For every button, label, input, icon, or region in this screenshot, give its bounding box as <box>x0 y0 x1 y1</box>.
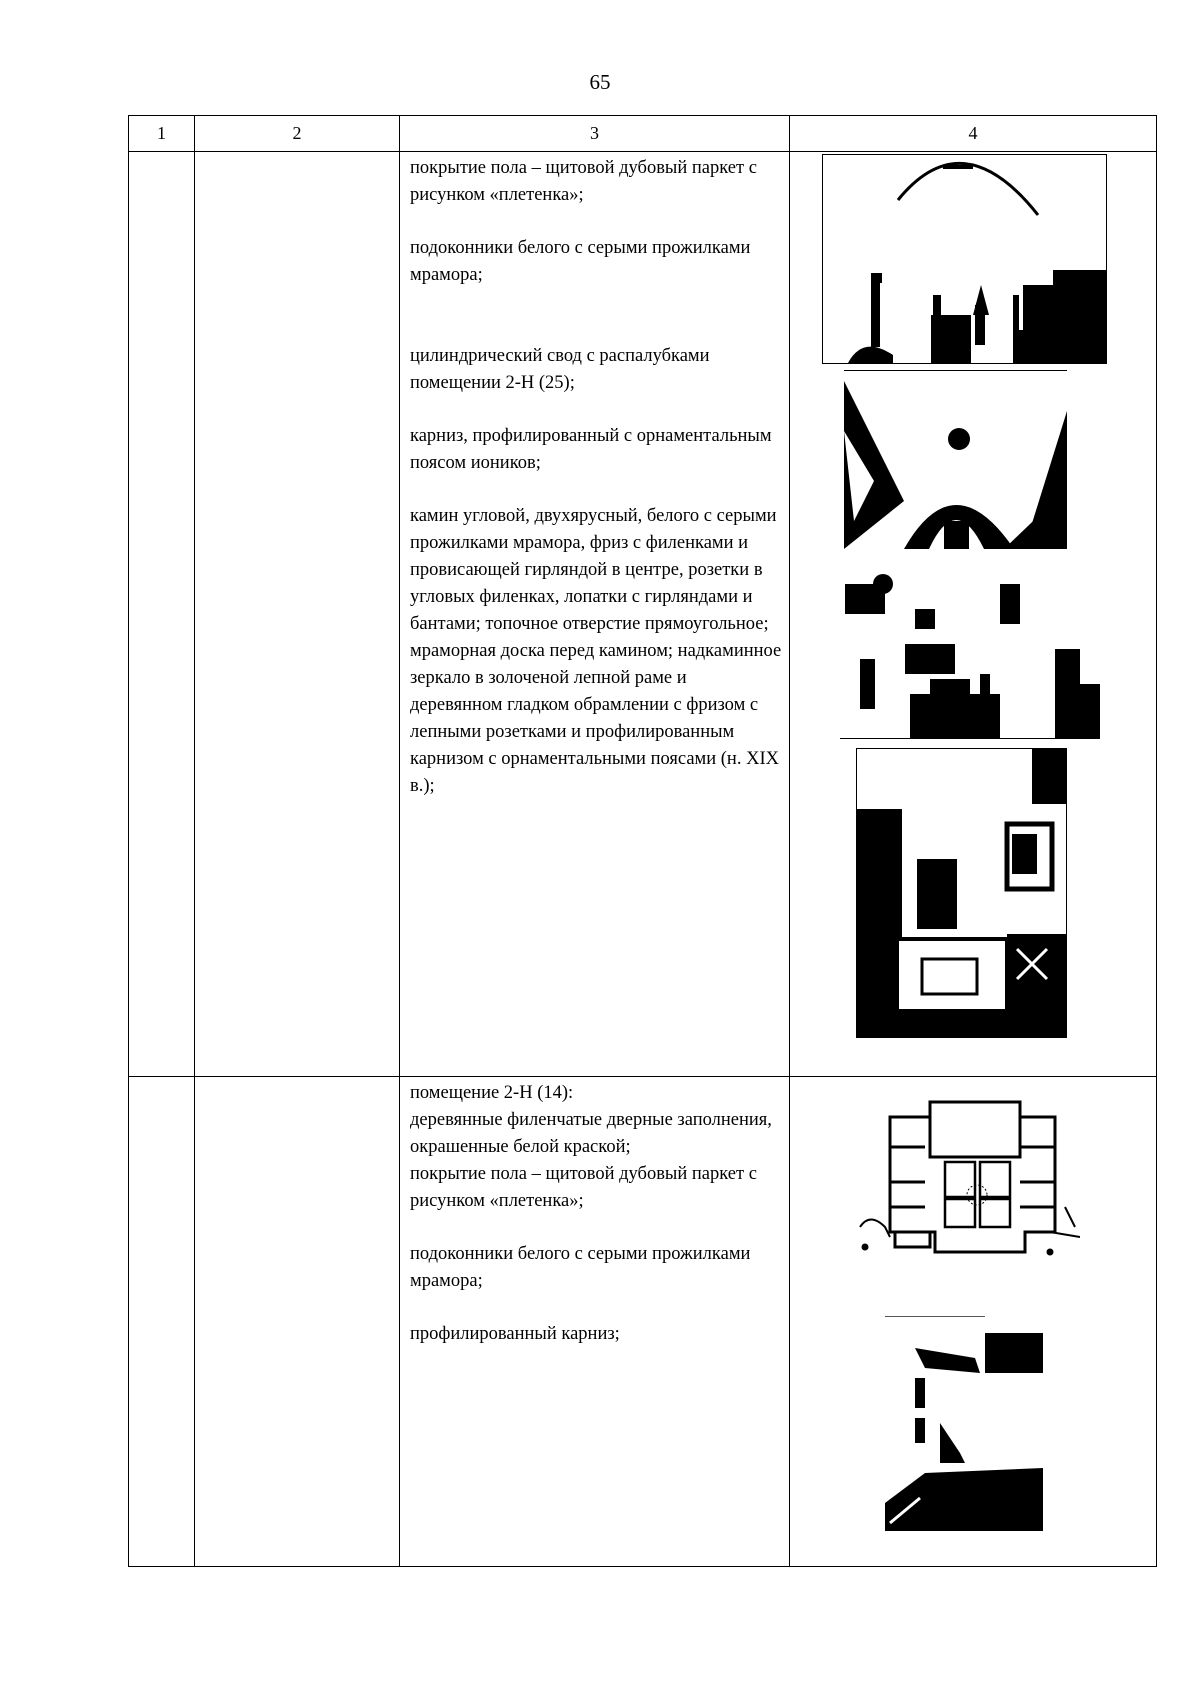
room-interior-photo-icon <box>885 1333 1043 1531</box>
header-col-2: 2 <box>195 116 400 152</box>
description-item: подоконники белого с серыми прожилками мрамора; <box>410 238 751 285</box>
description-item: профилированный карниз; <box>410 1324 620 1344</box>
description-item: деревянные филенчатые дверные заполнения, окрашенные белой краской; <box>410 1110 772 1157</box>
description-item: покрытие пола – щитовой дубовый паркет с рисунком «плетенка»; <box>410 158 757 205</box>
header-col-3: 3 <box>400 116 790 152</box>
description-item: карниз, профилированный с орнаментальным поясом иоников; <box>410 426 772 473</box>
cell-col-4 <box>790 152 1157 1077</box>
description-item: камин угловой, двухярусный, белого с серыми прожилками мрамора, фриз с филенками и провисающей гирляндой в центре, розетки в угловых филенках, лопатки с гирляндами и бантами; топочное отверстие прямоугольное; мраморная доска перед камином; надкаминное зеркало в золоченой лепной раме и деревянном гладком обрамлении с фризом с лепными розетками и профилированным карнизом с орнаментальными поясами (н. XIX в.); <box>410 506 782 796</box>
description-item: покрытие пола – щитовой дубовый паркет с рисунком «плетенка»; <box>410 1164 757 1211</box>
cell-col-3 <box>400 1077 790 1567</box>
description-item: подоконники белого с серыми прожилками мрамора; <box>410 1244 751 1291</box>
table-row <box>129 152 1157 1077</box>
cell-col-4 <box>790 1077 1157 1567</box>
header-col-4: 4 <box>790 116 1157 152</box>
vaulted-hall-photo-icon <box>822 154 1107 364</box>
cell-col-1 <box>129 152 195 1077</box>
fireplace-mirror-photo-icon <box>856 748 1067 1038</box>
monument-description-table <box>128 115 1157 1567</box>
floor-plan-icon <box>850 1087 1080 1277</box>
page-number: 65 <box>589 70 611 94</box>
header-col-1: 1 <box>129 116 195 152</box>
table-row <box>129 1077 1157 1567</box>
divider-line <box>885 1316 985 1317</box>
cell-col-1 <box>129 1077 195 1567</box>
description-item: цилиндрический свод с распалубками помещении 2-Н (25); <box>410 346 710 393</box>
vault-ceiling-photo-icon <box>844 370 1067 549</box>
table-header-row <box>129 116 1157 152</box>
fireplace-room-photo-icon <box>840 564 1100 739</box>
description-item: помещение 2-Н (14): <box>410 1083 574 1103</box>
cell-col-2 <box>195 152 400 1077</box>
cell-col-3 <box>400 152 790 1077</box>
cell-col-2 <box>195 1077 400 1567</box>
